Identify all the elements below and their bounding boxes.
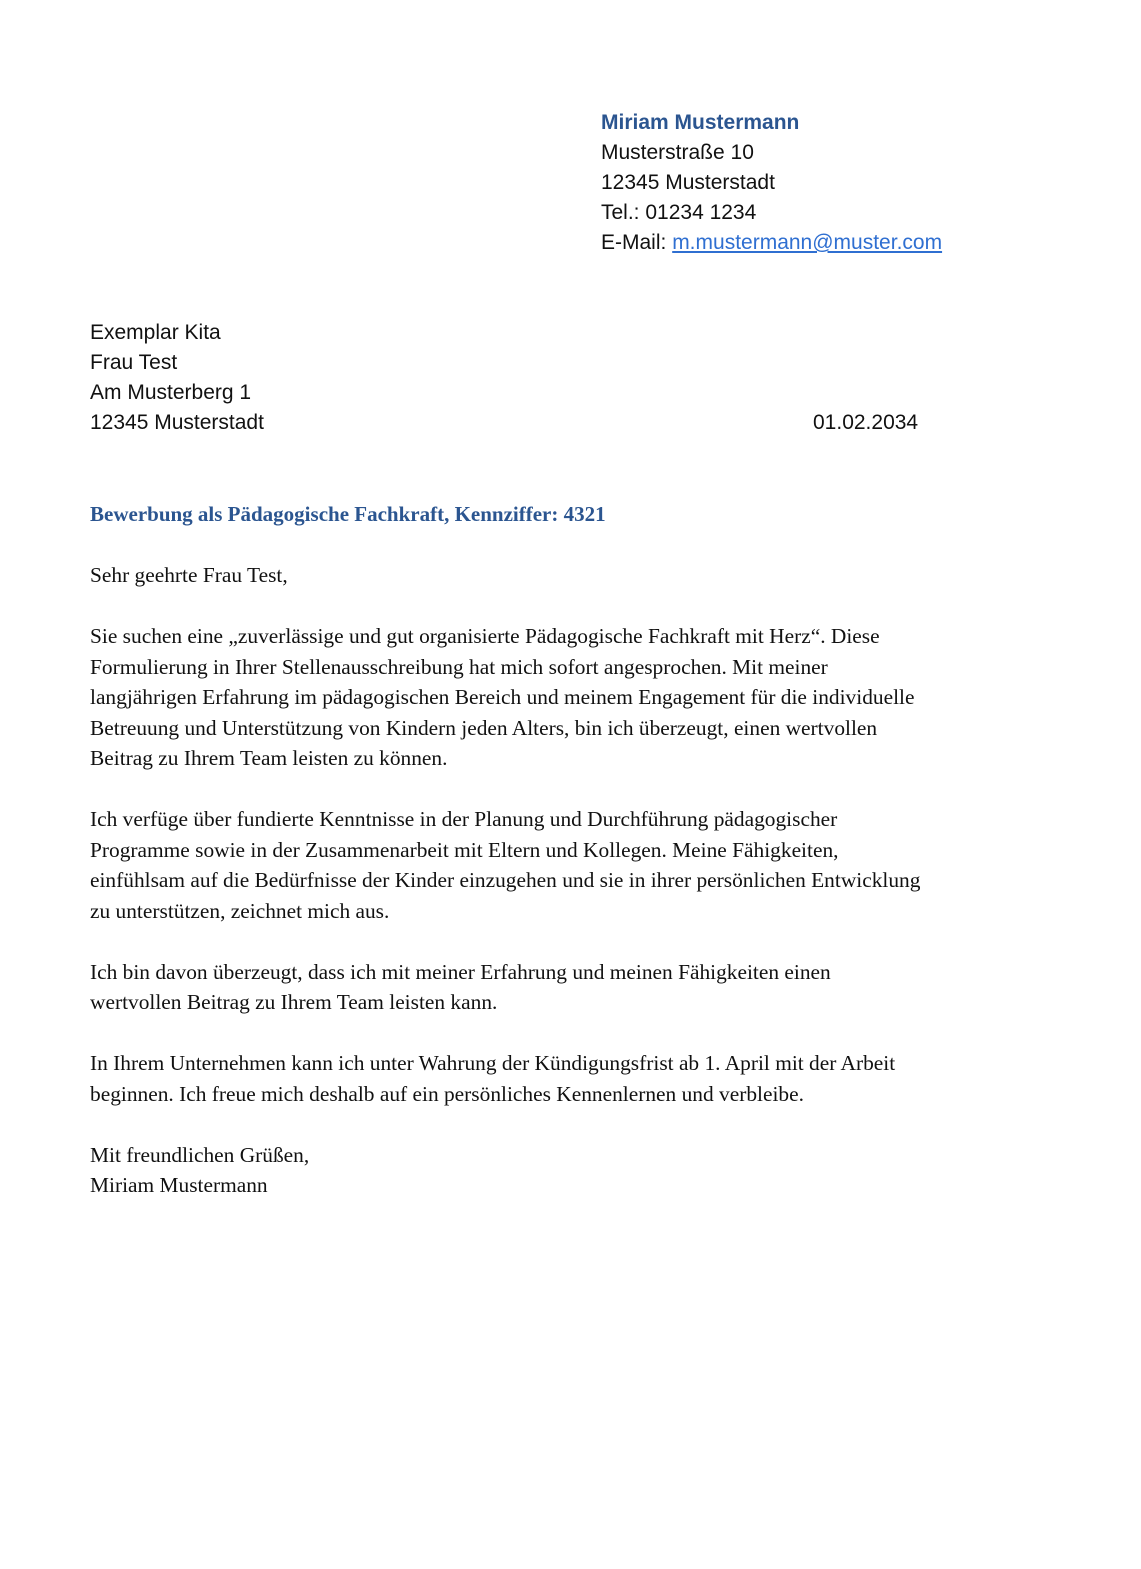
- signature-name: Miriam Mustermann: [90, 1173, 268, 1197]
- paragraph-line: langjährigen Erfahrung im pädagogischen Bereich und meinem Engagement für die individuelle: [90, 685, 915, 709]
- paragraph-line: beginnen. Ich freue mich deshalb auf ein persönliches Kennenlernen und verbleibe.: [90, 1081, 804, 1106]
- salutation: Sehr geehrte Frau Test,: [90, 563, 288, 587]
- recipient-block: [90, 318, 264, 438]
- paragraph-3: [90, 957, 1050, 1018]
- paragraph-1: [90, 621, 1050, 774]
- sender-street: Musterstraße 10: [601, 141, 754, 164]
- paragraph-line: Programme sowie in der Zusammenarbeit mit Eltern und Kollegen. Meine Fähigkeiten,: [90, 837, 839, 862]
- sender-email-label: E-Mail:: [601, 231, 673, 254]
- letter-date: 01.02.2034: [813, 411, 919, 434]
- closing-phrase: Mit freundlichen Grüßen,: [90, 1142, 310, 1167]
- paragraph-line: Ich verfüge über fundierte Kenntnisse in der Planung und Durchführung pädagogischer: [90, 807, 838, 831]
- paragraph-line: zu unterstützen, zeichnet mich aus.: [90, 898, 390, 923]
- paragraph-line: einfühlsam auf die Bedürfnisse der Kinder einzugehen und sie in ihrer persönlichen Entwicklung: [90, 868, 921, 892]
- recipient-org: Exemplar Kita: [90, 321, 221, 344]
- sender-name: Miriam Mustermann: [601, 111, 800, 134]
- sender-city: 12345 Musterstadt: [601, 171, 775, 194]
- paragraph-2: [90, 804, 1050, 926]
- sender-block: [601, 108, 942, 258]
- paragraph-line: Ich bin davon überzeugt, dass ich mit meiner Erfahrung und meinen Fähigkeiten einen: [90, 959, 831, 984]
- paragraph-line: In Ihrem Unternehmen kann ich unter Wahrung der Kündigungsfrist ab 1. April mit der Arbeit: [90, 1051, 896, 1075]
- sender-email-row: [601, 228, 942, 258]
- paragraph-line: Formulierung in Ihrer Stellenausschreibung hat mich sofort angesprochen. Mit meiner: [90, 654, 828, 679]
- letter-body: [90, 560, 1050, 1201]
- recipient-person: Frau Test: [90, 351, 178, 374]
- paragraph-line: Beitrag zu Ihrem Team leisten zu können.: [90, 746, 448, 770]
- sender-phone: Tel.: 01234 1234: [601, 201, 757, 224]
- paragraph-4: [90, 1048, 1050, 1109]
- recipient-city: 12345 Musterstadt: [90, 411, 264, 434]
- closing-block: [90, 1140, 1050, 1201]
- subject-line: Bewerbung als Pädagogische Fachkraft, Kennziffer: 4321: [90, 502, 606, 526]
- paragraph-line: wertvollen Beitrag zu Ihrem Team leisten kann.: [90, 990, 498, 1014]
- sender-email-link[interactable]: m.mustermann@muster.com: [672, 231, 943, 254]
- paragraph-line: Betreuung und Unterstützung von Kindern jeden Alters, bin ich überzeugt, einen wertvollen: [90, 715, 878, 740]
- recipient-street: Am Musterberg 1: [90, 381, 252, 404]
- paragraph-line: Sie suchen eine „zuverlässige und gut organisierte Pädagogische Fachkraft mit Herz“. Diese: [90, 624, 880, 648]
